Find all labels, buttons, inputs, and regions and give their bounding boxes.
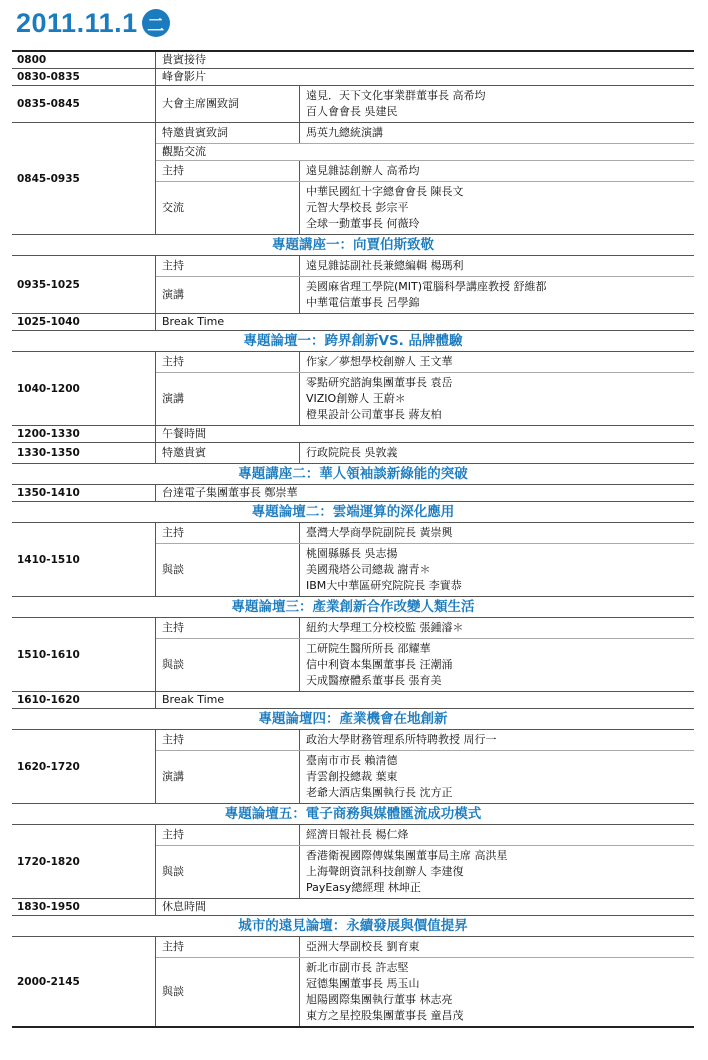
schedule-block xyxy=(12,256,694,314)
block-rows xyxy=(156,825,694,898)
agenda-row xyxy=(156,69,694,85)
agenda-row xyxy=(156,751,694,803)
time-slot: 1610-1620 xyxy=(12,692,156,708)
speaker-name: 冠德集團董事長 馬玉山 xyxy=(306,977,420,990)
page-header xyxy=(16,6,170,40)
agenda-row xyxy=(156,730,694,751)
agenda-item: 主持 xyxy=(156,523,300,543)
agenda-item: 峰會影片 xyxy=(162,70,206,83)
speaker-name: 旭陽國際集團執行董事 林志亮 xyxy=(306,993,453,1006)
session-title: 專題論壇四：產業機會在地創新 xyxy=(12,709,694,730)
time-slot: 0830-0835 xyxy=(12,69,156,85)
speaker-name: 臺南市市長 賴清德 xyxy=(306,754,398,767)
agenda-item: Break Time xyxy=(162,693,225,706)
agenda-item: 貴賓接待 xyxy=(162,53,206,66)
speaker-name: 信中利資本集團董事長 汪潮涌 xyxy=(306,658,453,671)
schedule-block xyxy=(12,899,694,916)
speaker-list xyxy=(300,523,694,543)
block-rows xyxy=(156,86,694,122)
time-slot: 1830-1950 xyxy=(12,899,156,915)
time-slot: 1025-1040 xyxy=(12,314,156,330)
schedule-block xyxy=(12,692,694,709)
block-rows xyxy=(156,352,694,425)
schedule-block xyxy=(12,69,694,86)
speaker-list xyxy=(300,161,694,181)
speaker-name: 作家／夢想學校創辦人 王文華 xyxy=(306,355,453,368)
block-rows xyxy=(156,618,694,691)
speaker-name: 美國飛塔公司總裁 謝青＊ xyxy=(306,563,431,576)
agenda-row xyxy=(156,161,694,182)
block-rows xyxy=(156,426,694,442)
block-rows xyxy=(156,899,694,915)
agenda-item: 休息時間 xyxy=(162,900,206,913)
speaker-list xyxy=(300,639,694,691)
agenda-item: 主持 xyxy=(156,937,300,957)
agenda-item: 主持 xyxy=(156,161,300,181)
event-date: 2011.11.1 xyxy=(16,7,138,38)
block-rows xyxy=(156,730,694,803)
block-rows xyxy=(156,692,694,708)
agenda-row xyxy=(156,86,694,122)
speaker-name: 政治大學財務管理系所特聘教授 周行一 xyxy=(306,733,497,746)
agenda-item: 觀點交流 xyxy=(162,145,206,158)
speaker-list xyxy=(300,123,694,143)
session-title: 專題講座一：向賈伯斯致敬 xyxy=(12,235,694,256)
agenda-item: 台達電子集團董事長 鄭崇華 xyxy=(162,486,298,499)
time-slot: 1330-1350 xyxy=(12,443,156,463)
speaker-list xyxy=(300,373,694,425)
speaker-name: 中華電信董事長 呂學錦 xyxy=(306,296,420,309)
agenda-row xyxy=(156,123,694,144)
time-slot: 1510-1610 xyxy=(12,618,156,691)
speaker-name: 全球一動董事長 何薇玲 xyxy=(306,217,420,230)
speaker-list xyxy=(300,544,694,596)
block-rows xyxy=(156,52,694,68)
agenda-row xyxy=(156,182,694,234)
speaker-name: 香港衛視國際傳媒集團董事局主席 高洪星 xyxy=(306,849,508,862)
time-slot: 1040-1200 xyxy=(12,352,156,425)
session-title: 專題論壇三：產業創新合作改變人類生活 xyxy=(12,597,694,618)
agenda-row xyxy=(156,846,694,898)
agenda-row xyxy=(156,144,694,161)
block-rows xyxy=(156,443,694,463)
agenda-item: Break Time xyxy=(162,315,225,328)
schedule-block xyxy=(12,123,694,235)
agenda-row xyxy=(156,692,694,708)
agenda-row xyxy=(156,523,694,544)
speaker-name: PayEasy總經理 林坤正 xyxy=(306,881,421,894)
session-title: 專題論壇一：跨界創新VS. 品牌體驗 xyxy=(12,331,694,352)
speaker-list xyxy=(300,618,694,638)
time-slot: 0845-0935 xyxy=(12,123,156,234)
speaker-list xyxy=(300,937,694,957)
speaker-name: 經濟日報社長 楊仁烽 xyxy=(306,828,409,841)
speaker-name: 元智大學校長 彭宗平 xyxy=(306,201,409,214)
speaker-name: IBM大中華區研究院院長 李實恭 xyxy=(306,579,462,592)
schedule-block xyxy=(12,314,694,331)
agenda-item: 與談 xyxy=(156,846,300,898)
schedule-table xyxy=(12,50,694,1028)
time-slot: 1410-1510 xyxy=(12,523,156,596)
time-slot: 0835-0845 xyxy=(12,86,156,122)
speaker-name: 上海聲朗資訊科技創辦人 李建復 xyxy=(306,865,464,878)
speaker-name: 新北市副市長 許志堅 xyxy=(306,961,409,974)
agenda-row xyxy=(156,352,694,373)
agenda-item: 與談 xyxy=(156,958,300,1026)
block-rows xyxy=(156,69,694,85)
speaker-name: 中華民國紅十字總會會長 陳長文 xyxy=(306,185,464,198)
speaker-name: 天成醫療體系董事長 張育美 xyxy=(306,674,442,687)
speaker-name: 遠見雜誌創辦人 高希均 xyxy=(306,164,420,177)
agenda-row xyxy=(156,52,694,68)
schedule-block xyxy=(12,52,694,69)
agenda-row xyxy=(156,544,694,596)
schedule-block xyxy=(12,523,694,597)
agenda-row xyxy=(156,825,694,846)
block-rows xyxy=(156,256,694,313)
speaker-name: 馬英九總統演講 xyxy=(306,126,383,139)
agenda-row xyxy=(156,256,694,277)
session-title: 城市的遠見論壇：永續發展與價值提昇 xyxy=(12,916,694,937)
speaker-name: 臺灣大學商學院副院長 黃崇興 xyxy=(306,526,453,539)
agenda-row xyxy=(156,618,694,639)
agenda-item: 主持 xyxy=(156,618,300,638)
speaker-name: 東方之星控股集團董事長 童昌茂 xyxy=(306,1009,464,1022)
agenda-item: 交流 xyxy=(156,182,300,234)
agenda-item: 主持 xyxy=(156,825,300,845)
schedule-block xyxy=(12,485,694,502)
speaker-name: 工研院生醫所所長 邵耀華 xyxy=(306,642,431,655)
speaker-name: 亞洲大學副校長 劉育東 xyxy=(306,940,420,953)
agenda-item: 與談 xyxy=(156,639,300,691)
speaker-name: 老爺大酒店集團執行長 沈方正 xyxy=(306,786,453,799)
agenda-item: 主持 xyxy=(156,352,300,372)
weekday-badge: 二 xyxy=(142,9,170,37)
time-slot: 1350-1410 xyxy=(12,485,156,501)
speaker-name: 遠見．天下文化事業群董事長 高希均 xyxy=(306,89,486,102)
speaker-name: 青雲創投總裁 葉東 xyxy=(306,770,398,783)
agenda-row xyxy=(156,373,694,425)
speaker-list xyxy=(300,825,694,845)
schedule-block xyxy=(12,86,694,123)
agenda-row xyxy=(156,937,694,958)
agenda-row xyxy=(156,485,694,501)
agenda-row xyxy=(156,639,694,691)
speaker-list xyxy=(300,86,694,122)
time-slot: 1620-1720 xyxy=(12,730,156,803)
speaker-list xyxy=(300,958,694,1026)
time-slot: 0800 xyxy=(12,52,156,68)
speaker-name: 百人會會長 吳建民 xyxy=(306,105,398,118)
speaker-list xyxy=(300,256,694,276)
speaker-list xyxy=(300,751,694,803)
schedule-block xyxy=(12,825,694,899)
schedule-block xyxy=(12,426,694,443)
time-slot: 2000-2145 xyxy=(12,937,156,1026)
block-rows xyxy=(156,485,694,501)
block-rows xyxy=(156,314,694,330)
agenda-row xyxy=(156,899,694,915)
schedule-block xyxy=(12,730,694,804)
agenda-item: 主持 xyxy=(156,730,300,750)
block-rows xyxy=(156,937,694,1026)
speaker-list xyxy=(300,846,694,898)
speaker-list xyxy=(300,182,694,234)
schedule-block xyxy=(12,443,694,464)
agenda-item: 與談 xyxy=(156,544,300,596)
agenda-item: 演講 xyxy=(156,373,300,425)
speaker-list xyxy=(300,352,694,372)
schedule-block xyxy=(12,937,694,1026)
agenda-item: 特邀貴賓 xyxy=(156,443,300,463)
agenda-item: 午餐時間 xyxy=(162,427,206,440)
time-slot: 1200-1330 xyxy=(12,426,156,442)
block-rows xyxy=(156,523,694,596)
agenda-item: 特邀貴賓致詞 xyxy=(156,123,300,143)
agenda-row xyxy=(156,314,694,330)
agenda-row xyxy=(156,443,694,463)
session-title: 專題論壇二：雲端運算的深化應用 xyxy=(12,502,694,523)
agenda-item: 大會主席團致詞 xyxy=(156,86,300,122)
session-title: 專題講座二：華人領袖談新綠能的突破 xyxy=(12,464,694,485)
schedule-block xyxy=(12,352,694,426)
agenda-item: 主持 xyxy=(156,256,300,276)
speaker-name: 桃園縣縣長 吳志揚 xyxy=(306,547,398,560)
speaker-name: 橙果設計公司董事長 蔣友柏 xyxy=(306,408,442,421)
block-rows xyxy=(156,123,694,234)
time-slot: 1720-1820 xyxy=(12,825,156,898)
agenda-item: 演講 xyxy=(156,277,300,313)
speaker-name: 紐約大學理工分校校監 張鍾濬＊ xyxy=(306,621,464,634)
agenda-row xyxy=(156,426,694,442)
speaker-name: 美國麻省理工學院(MIT)電腦科學講座教授 舒維都 xyxy=(306,280,547,293)
speaker-list xyxy=(300,277,694,313)
agenda-item: 演講 xyxy=(156,751,300,803)
speaker-name: 零點研究諮詢集團董事長 袁岳 xyxy=(306,376,453,389)
speaker-list xyxy=(300,443,694,463)
agenda-row xyxy=(156,277,694,313)
time-slot: 0935-1025 xyxy=(12,256,156,313)
speaker-name: VIZIO創辦人 王蔚＊ xyxy=(306,392,406,405)
speaker-name: 遠見雜誌副社長兼總編輯 楊瑪利 xyxy=(306,259,464,272)
speaker-list xyxy=(300,730,694,750)
speaker-name: 行政院院長 吳敦義 xyxy=(306,446,398,459)
agenda-row xyxy=(156,958,694,1026)
session-title: 專題論壇五：電子商務與媒體匯流成功模式 xyxy=(12,804,694,825)
schedule-block xyxy=(12,618,694,692)
